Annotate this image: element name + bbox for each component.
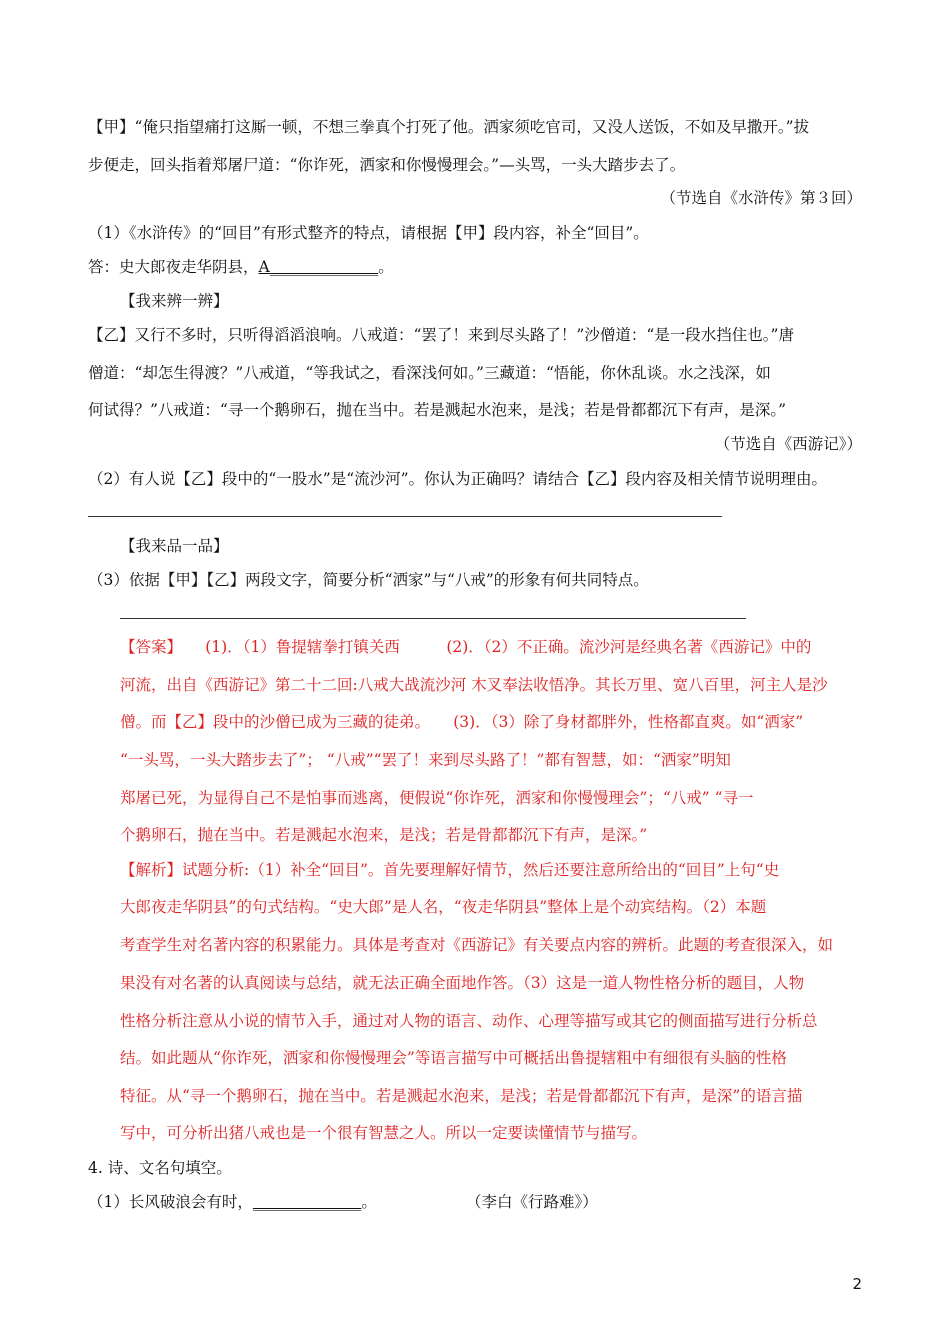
answer-line-text: 个鹅卵石，抛在当中。若是溅起水泡来，是浅；若是骨都都沉下有声，是深。” <box>120 826 648 844</box>
question-1-answer <box>88 256 394 278</box>
item-suffix: 。 <box>361 1193 377 1211</box>
analysis-line-text: 特征。从“寻一个鹅卵石，抛在当中。若是溅起水泡来，是浅；若是骨都都沉下有声，是深”的语言描 <box>120 1087 803 1105</box>
answer-prefix: 答：史大郎夜走华阴县， <box>88 258 259 276</box>
passage-jia-source: （节选自《水浒传》第３回） <box>660 189 862 207</box>
answer-line-text: 【答案】 (1)．（1）鲁提辖拳打镇关西 (2)．（2）不正确。流沙河是经典名著《西游记》中的 <box>120 638 812 656</box>
item-blank: ______________ <box>252 1193 362 1211</box>
question-4-title: 4. 诗、文名句填空。 <box>88 1159 232 1177</box>
answer-line-text: “一头骂，一头大踏步去了”； “八戒”“罢了！来到尽头路了！”都有智慧，如：“洒家”明知 <box>120 751 731 769</box>
answer-blank: A______________ <box>258 258 379 276</box>
section-heading-pin: 【我来品一品】 <box>120 537 229 555</box>
answer-line-text: 郑屠已死，为显得自己不是怕事而逃离，便假说“你诈死，洒家和你慢慢理会”；“八戒” “寻一 <box>120 789 754 807</box>
answer-line-text: 河流，出自《西游记》第二十二回:八戒大战流沙河 木叉奉法收悟净。其长万里、宽八百里，河主人是沙 <box>120 676 828 694</box>
passage-jia-line: 步便走，回头指着郑屠尸道：“你诈死，洒家和你慢慢理会。”—头骂，一头大踏步去了。 <box>88 156 686 174</box>
section-heading-bian: 【我来辨一辨】 <box>120 292 229 310</box>
item-prefix: （1）长风破浪会有时， <box>88 1193 253 1211</box>
question-2: （2）有人说【乙】段中的“一股水”是“流沙河”。你认为正确吗？请结合【乙】段内容及相关情节说明理由。 <box>88 470 828 488</box>
question-1: （1）《水浒传》的“回目”有形式整齐的特点，请根据【甲】段内容，补全“回目”。 <box>88 224 649 242</box>
question-4-item-1 <box>88 1191 377 1213</box>
answer-line-text: 僧。而【乙】段中的沙僧已成为三藏的徒弟。 (3)．（3）除了身材都胖外，性格都直爽。如“洒家” <box>120 713 804 731</box>
passage-yi-line: 【乙】又行不多时，只听得滔滔浪响。八戒道：“罢了！来到尽头路了！”沙僧道：“是一段水挡住也。”唐 <box>88 326 794 344</box>
answer-line <box>88 516 722 517</box>
analysis-line-text: 大郎夜走华阴县”的句式结构。“史大郎”是人名，“夜走华阴县”整体上是个动宾结构。（2）本题 <box>120 898 767 916</box>
analysis-line-text: 结。如此题从“你诈死，洒家和你慢慢理会”等语言描写中可概括出鲁提辖粗中有细很有头脑的性格 <box>120 1049 787 1067</box>
analysis-line-text: 果没有对名著的认真阅读与总结，就无法正确全面地作答。（3）这是一道人物性格分析的题目，人物 <box>120 974 805 992</box>
passage-yi-line: 僧道：“却怎生得渡？”八戒道，“等我试之，看深浅何如。”三藏道：“悟能，你休乱谈。水之浅深，如 <box>88 364 771 382</box>
analysis-line-text: 考查学生对名著内容的积累能力。具体是考查对《西游记》有关要点内容的辨析。此题的考查很深入，如 <box>120 936 834 954</box>
question-4-item-1-source: （李白《行路难》） <box>466 1193 598 1211</box>
analysis-line-text: 写中，可分析出猪八戒也是一个很有智慧之人。所以一定要读懂情节与描写。 <box>120 1124 648 1142</box>
analysis-line-text: 【解析】试题分析:（1）补全“回目”。首先要理解好情节，然后还要注意所给出的“回目”上句“史 <box>120 861 780 879</box>
analysis-line-text: 性格分析注意从小说的情节入手，通过对人物的语言、动作、心理等描写或其它的侧面描写进行分析总 <box>120 1012 818 1030</box>
passage-yi-source: （节选自《西游记》） <box>714 435 862 453</box>
passage-jia-line: 【甲】“俺只指望痛打这厮一顿，不想三拳真个打死了他。洒家须吃官司，又没人送饭，不如及早撒开。”拔 <box>88 118 810 136</box>
page-number: 2 <box>852 1275 862 1293</box>
passage-yi-line: 何试得？”八戒道：“寻一个鹅卵石，抛在当中。若是溅起水泡来，是浅；若是骨都都沉下有声，是深。” <box>88 401 787 419</box>
question-3: （3）依据【甲】【乙】两段文字，简要分析“洒家”与“八戒”的形象有何共同特点。 <box>88 571 649 589</box>
answer-line <box>120 618 746 619</box>
answer-suffix: 。 <box>378 258 394 276</box>
